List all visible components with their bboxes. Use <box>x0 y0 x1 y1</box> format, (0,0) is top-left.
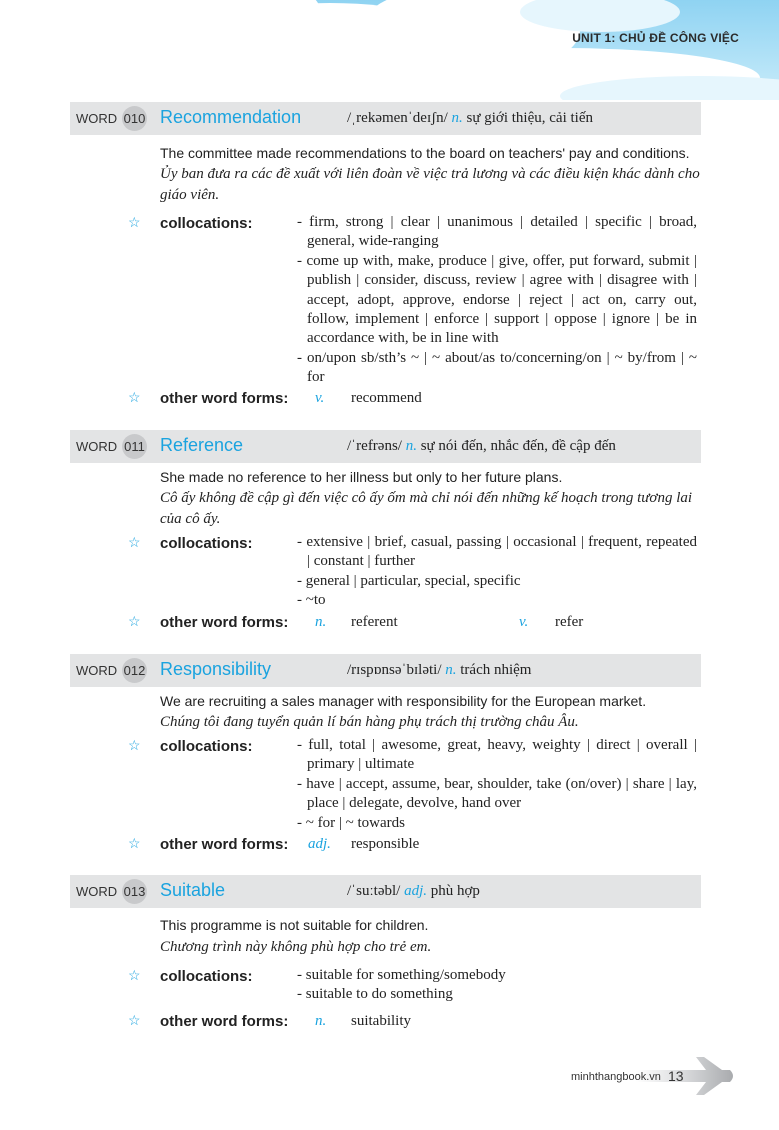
word-label: WORD <box>76 439 118 454</box>
pronunciation-line <box>347 883 480 900</box>
word-label: WORD <box>76 111 118 126</box>
other-forms-label: other word forms: <box>160 390 289 407</box>
word-form: referent <box>351 614 398 630</box>
collocation-item: - have | accept, assume, bear, shoulder, take (on/over) | share | lay, place | delegate, devolve, hand over <box>297 775 697 812</box>
star-icon: ☆ <box>128 837 141 852</box>
collocations-list <box>297 966 697 1005</box>
word-form-pos: adj. <box>308 836 331 852</box>
word-header-bar <box>70 654 701 687</box>
word-form-pos: n. <box>315 1013 327 1029</box>
collocation-item: - suitable for something/somebody <box>297 967 506 983</box>
collocation-item: - ~ for | ~ towards <box>297 814 405 831</box>
collocation-item: - ~to <box>297 592 326 609</box>
pronunciation-line <box>347 110 593 127</box>
word-label: WORD <box>76 884 118 899</box>
collocations-list <box>297 736 697 833</box>
collocation-item: - extensive | brief, casual, passing | occasional | frequent, repeated | constant | further <box>297 534 697 570</box>
part-of-speech: n. <box>405 438 417 454</box>
collocation-item: - general | particular, special, specific <box>297 572 521 589</box>
word-number: 012 <box>122 658 147 683</box>
star-icon: ☆ <box>128 739 141 754</box>
headword: Responsibility <box>160 659 272 679</box>
word-header-bar <box>70 430 701 463</box>
collocations-label: collocations: <box>160 738 253 755</box>
page-number: 13 <box>668 1068 684 1084</box>
word-header-bar <box>70 875 701 908</box>
word-form: recommend <box>351 390 422 406</box>
word-label: WORD <box>76 663 118 678</box>
pronunciation-line <box>347 662 531 679</box>
collocation-item: - suitable to do something <box>297 986 453 1003</box>
star-icon: ☆ <box>128 216 141 231</box>
meaning: sự giới thiệu, cải tiến <box>466 110 593 126</box>
star-icon: ☆ <box>128 1014 141 1029</box>
word-header-bar <box>70 102 701 135</box>
part-of-speech: adj. <box>404 883 427 899</box>
star-icon: ☆ <box>128 615 141 630</box>
cloud-background <box>0 0 779 100</box>
pronunciation-line <box>347 438 616 455</box>
collocation-item: - full, total | awesome, great, heavy, weighty | direct | overall | primary | ultimate <box>297 737 697 773</box>
headword: Suitable <box>160 880 226 900</box>
headword: Recommendation <box>160 107 302 127</box>
example-vietnamese: Cô ấy không đề cập gì đến việc cô ấy ốm mà chỉ nói đến những kế hoạch trong tương lai của cô ấy. <box>160 490 693 527</box>
word-number: 010 <box>122 106 147 131</box>
example-vietnamese: Ủy ban đưa ra các đề xuất với liên đoàn về việc trả lương và các điều kiện khác dành cho giáo viên. <box>160 166 700 203</box>
star-icon: ☆ <box>128 536 141 551</box>
header-clouds <box>0 0 779 100</box>
word-form-pos: v. <box>315 390 325 406</box>
pronunciation: /ˈrefrəns/ <box>347 438 402 454</box>
meaning: trách nhiệm <box>460 662 532 678</box>
word-form: refer <box>555 614 584 630</box>
pronunciation: /ˈsuːtəbl/ <box>347 883 401 899</box>
part-of-speech: n. <box>451 110 463 126</box>
part-of-speech: n. <box>445 662 457 678</box>
pronunciation: /rɪspɒnsəˈbɪləti/ <box>347 662 442 678</box>
pronunciation: /ˌrekəmenˈdeɪʃn/ <box>347 110 448 126</box>
other-forms-label: other word forms: <box>160 614 289 631</box>
example-english: This programme is not suitable for children. <box>160 917 429 933</box>
collocations-label: collocations: <box>160 968 253 985</box>
headword: Reference <box>160 435 244 455</box>
word-form: responsible <box>351 836 420 852</box>
collocation-item: - come up with, make, produce | give, offer, put forward, submit | publish | consider, discuss, review | agree with | disagree with | accept, adopt, approve, endorse | reject | act on, carry out, follow, implement | enforce | support | oppose | ignore | be in accordance with, be in line with <box>297 252 697 347</box>
collocations-list <box>297 533 697 611</box>
collocations-label: collocations: <box>160 215 253 232</box>
star-icon: ☆ <box>128 969 141 984</box>
star-icon: ☆ <box>128 391 141 406</box>
collocations-list <box>297 213 697 388</box>
example-english: She made no reference to her illness but only to her future plans. <box>160 469 563 485</box>
website-link[interactable]: minhthangbook.vn <box>571 1071 661 1083</box>
example-vietnamese: Chúng tôi đang tuyển quản lí bán hàng phụ trách thị trường châu Âu. <box>160 714 579 730</box>
other-forms-label: other word forms: <box>160 1013 289 1030</box>
word-form-pos: v. <box>519 614 529 630</box>
word-form-pos: n. <box>315 614 327 630</box>
meaning: phù hợp <box>430 883 480 899</box>
collocations-label: collocations: <box>160 535 253 552</box>
unit-title: UNIT 1: CHỦ ĐỀ CÔNG VIỆC <box>572 31 739 45</box>
example-english: The committee made recommendations to the board on teachers' pay and conditions. <box>160 145 690 161</box>
meaning: sự nói đến, nhắc đến, đề cập đến <box>420 438 616 454</box>
example-english: We are recruiting a sales manager with responsibility for the European market. <box>160 693 647 709</box>
example-vietnamese: Chương trình này không phù hợp cho trẻ em. <box>160 939 432 955</box>
collocation-item: - firm, strong | clear | unanimous | detailed | specific | broad, general, wide-ranging <box>297 214 697 250</box>
word-number: 011 <box>122 434 147 459</box>
word-form: suitability <box>351 1013 411 1029</box>
collocation-item: - on/upon sb/sth’s ~ | ~ about/as to/concerning/on | ~ by/from | ~ for <box>297 349 697 386</box>
other-forms-label: other word forms: <box>160 836 289 853</box>
word-number: 013 <box>122 879 147 904</box>
